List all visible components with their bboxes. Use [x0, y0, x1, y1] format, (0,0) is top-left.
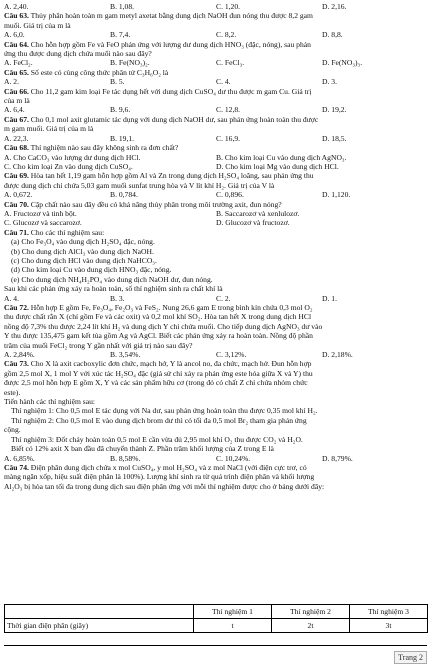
line-text: nồng độ 7,3% thu được 2,24 lít khí H₂ và dung dịch Y chỉ chứa muối. Cho tiếp dung dịch AgNO₃ dư vào — [4, 321, 323, 331]
answer-options — [4, 162, 428, 171]
question-number: Câu 67. — [4, 114, 29, 124]
line-text: Thí nghiệm 1: Cho 0,5 mol E tác dụng với Na dư, sau phản ứng hoàn toàn thu được 0,35 mol khí H₂. — [11, 406, 318, 416]
text-line — [4, 425, 428, 434]
table-header-cell: Thí nghiệm 1 — [194, 605, 272, 619]
answer-option: A. 2,40. — [4, 2, 29, 11]
text-line — [4, 21, 428, 30]
text-line — [4, 96, 428, 105]
text-line — [4, 275, 428, 284]
table-cell: 2t — [272, 619, 350, 633]
answer-option: C. 3,12%. — [216, 350, 247, 360]
table-header-row — [5, 605, 428, 619]
line-text: (b) Cho dung dịch AlCl₃ vào dung dịch NaOH. — [11, 246, 154, 256]
text-line — [4, 181, 428, 190]
question-number: Câu 64. — [4, 39, 29, 49]
text-line — [4, 406, 428, 415]
question-stem — [4, 303, 428, 312]
text-line — [4, 388, 428, 397]
answer-option: D. Cho kim loại Mg vào dung dịch HCl. — [216, 161, 339, 171]
answer-options — [4, 30, 428, 39]
question-stem — [4, 11, 428, 20]
line-text: Al₂O₃ bị hòa tan tối đa trong dung dịch sau điện phân ứng với mỗi thí nghiệm được cho ở bảng dưới đây: — [4, 481, 325, 491]
answer-option: C. FeCl₃. — [216, 58, 245, 68]
answer-option: A. 4. — [4, 293, 19, 303]
table-header-cell: Thí nghiệm 2 — [272, 605, 350, 619]
answer-option: B. 5. — [110, 77, 125, 87]
answer-options — [4, 454, 428, 463]
answer-option: B. 9,6. — [110, 105, 131, 115]
question-number: Câu 69. — [4, 171, 29, 181]
line-text: (d) Cho kim loại Cu vào dung dịch HNO₃ đặc, nóng. — [11, 265, 172, 275]
answer-option: D. 2,18%. — [322, 350, 353, 360]
question-stem — [4, 40, 428, 49]
question-number: Câu 66. — [4, 86, 29, 96]
question-stem — [4, 228, 428, 237]
answer-option: C. 4. — [216, 77, 231, 87]
question-number: Câu 71. — [4, 227, 29, 237]
answer-option: A. Cho CaCO₃ vào lượng dư dung dịch HCl. — [4, 152, 141, 162]
text-line — [4, 49, 428, 58]
answer-option: D. 8,79%. — [322, 453, 353, 463]
question-number: Câu 65. — [4, 67, 29, 77]
page-footer — [0, 641, 437, 670]
text-line — [4, 265, 428, 274]
line-text: thu được chất rắn X (chỉ gồm Fe và các oxit) và 0,2 mol khí SO₂. Hòa tan hết X trong dung dịch HCl — [4, 312, 312, 322]
text-line — [4, 435, 428, 444]
answer-option: B. 3. — [110, 293, 125, 303]
line-text: Điện phân dung dịch chứa x mol CuSO₄, y mol H₂SO₄ và z mol NaCl (với điện cực trơ, có — [28, 462, 307, 472]
line-text: Sau khi các phản ứng xảy ra hoàn toàn, số thí nghiệm sinh ra chất khí là — [4, 284, 223, 294]
answer-option: B. Saccarozơ và xenlulozơ. — [216, 208, 300, 218]
table-cell: t — [194, 619, 272, 633]
electrolysis-table — [4, 604, 428, 633]
question-stem — [4, 200, 428, 209]
text-line — [4, 247, 428, 256]
answer-option: B. 19,1. — [110, 133, 135, 143]
line-text: Biết có 12% axit X ban đầu đã chuyển thành Z. Phần trăm khối lượng của Z trong E là — [11, 444, 274, 454]
text-line — [4, 284, 428, 293]
answer-option: B. 1,08. — [110, 2, 135, 11]
answer-option: A. 0,672. — [4, 190, 33, 200]
line-text: màng ngăn xốp, hiệu suất điện phân là 100%). Lượng khí sinh ra từ quá trình điện phân và khối lượng — [4, 472, 315, 482]
answer-option: B. 8,58%. — [110, 453, 141, 463]
line-text: Y thu được 135,475 gam kết tủa gồm Ag và AgCl. Biết các phản ứng xảy ra hoàn toàn. Nồng độ phần — [4, 331, 313, 341]
text-line — [4, 124, 428, 133]
answer-option: D. 1. — [322, 293, 337, 303]
answer-options — [4, 77, 428, 86]
text-line — [4, 416, 428, 425]
answer-option: A. 2. — [4, 77, 19, 87]
question-number: Câu 70. — [4, 199, 29, 209]
answer-option: A. 6,4. — [4, 105, 25, 115]
line-text: Cho 0,1 mol axit glutamic tác dụng với dung dịch NaOH dư, sau phản ứng hoàn toàn thu được — [28, 114, 319, 124]
answer-options — [4, 153, 428, 162]
answer-options — [4, 58, 428, 67]
text-line — [4, 482, 428, 491]
answer-option: C. 8,2. — [216, 30, 237, 40]
answer-options — [4, 2, 428, 11]
line-text: gồm 2,5 mol X, 1 mol Y với xúc tác H₂SO₄ đặc (giả sử chỉ xảy ra phản ứng este hóa giữa X và Y) thu — [4, 368, 313, 378]
answer-option: D. Fe(NO₃)₃. — [322, 58, 363, 68]
text-line — [4, 369, 428, 378]
answer-options — [4, 350, 428, 359]
line-text: muối. Giá trị của m là — [4, 20, 71, 30]
answer-option: D. 3. — [322, 77, 337, 87]
text-line — [4, 237, 428, 246]
answer-option: C. 0,896. — [216, 190, 244, 200]
answer-option: B. 7,4. — [110, 30, 131, 40]
answer-option: C. Cho kim loại Zn vào dung dịch CuSO₄. — [4, 161, 133, 171]
line-text: m gam muối. Giá trị của m là — [4, 124, 94, 134]
answer-options — [4, 190, 428, 199]
answer-option: B. 3,54%. — [110, 350, 141, 360]
line-text: Số este có cùng công thức phân tử C₃H₆O₂ là — [28, 67, 169, 77]
line-text: trăm của muối FeCl₂ trong Y gần nhất với giá trị nào sau đây? — [4, 340, 193, 350]
line-text: este). — [4, 387, 21, 397]
line-text: được 2,5 mol hỗn hợp E gồm X, Y và các sản phẩm hữu cơ (trong đó có chất Z chỉ chứa nhóm chức — [4, 378, 308, 388]
line-text: Tiến hành các thí nghiệm sau: — [4, 397, 96, 407]
text-line — [4, 322, 428, 331]
line-text: Cặp chất nào sau đây đều có khả năng thủy phân trong môi trường axit, đun nóng? — [28, 199, 282, 209]
line-text: Thí nghiệm 3: Đốt cháy hoàn toàn 0,5 mol E cần vừa đủ 2,95 mol khí O₂ thu được CO₂ và H₂O. — [11, 434, 303, 444]
line-text: Cho X là axit cacboxylic đơn chức, mạch hở, Y là ancol no, đa chức, mạch hở. Đun hỗn hợp — [28, 359, 312, 369]
answer-option: A. 6,0. — [4, 30, 25, 40]
line-text: Hỗn hợp E gồm Fe, Fe₃O₄, Fe₂O₃ và FeS₂. Nung 26,6 gam E trong bình kín chứa 0,3 mol O₂ — [28, 303, 313, 312]
answer-option: C. 12,8. — [216, 105, 241, 115]
answer-options — [4, 134, 428, 143]
text-line — [4, 331, 428, 340]
line-text: Cho hỗn hợp gồm Fe và FeO phản ứng với lượng dư dung dịch HNO₃ (đặc, nóng), sau phản — [28, 39, 311, 49]
answer-option: A. FeCl₂. — [4, 58, 33, 68]
answer-option: C. 1,20. — [216, 2, 241, 11]
table-header-cell — [5, 605, 194, 619]
table-header-cell: Thí nghiệm 3 — [350, 605, 428, 619]
question-stem — [4, 359, 428, 368]
answer-options — [4, 105, 428, 114]
text-line — [4, 397, 428, 406]
answer-option: D. 18,5. — [322, 133, 347, 143]
table-row — [5, 619, 428, 633]
line-text: cộng. — [4, 425, 21, 435]
answer-option: B. Fe(NO₃)₂. — [110, 58, 150, 68]
line-text: (c) Cho dung dịch HCl vào dung dịch NaHCO₃. — [11, 255, 157, 265]
answer-options — [4, 294, 428, 303]
answer-option: A. 22,3. — [4, 133, 29, 143]
page-number: Trang 2 — [394, 651, 427, 664]
answer-options — [4, 209, 428, 218]
text-line — [4, 444, 428, 453]
text-line — [4, 256, 428, 265]
answer-option: D. 1,120. — [322, 190, 351, 200]
answer-option: A. 6,85%. — [4, 453, 35, 463]
line-text: (e) Cho dung dịch NH₄H₂PO₄ vào dung dịch NaOH dư, đun nóng. — [11, 274, 213, 284]
answer-options — [4, 218, 428, 227]
question-stem — [4, 143, 428, 152]
text-line — [4, 312, 428, 321]
text-line — [4, 472, 428, 481]
question-number: Câu 72. — [4, 303, 29, 312]
line-text: Hòa tan hết 1,19 gam hỗn hợp gồm Al và Zn trong dung dịch H₂SO₄ loãng, sau phản ứng thu — [28, 171, 314, 181]
line-text: (a) Cho Fe₃O₄ vào dung dịch H₂SO₄ đặc, nóng. — [11, 237, 155, 247]
answer-option: B. 0,784. — [110, 190, 138, 200]
answer-option: C. 10,24%. — [216, 453, 251, 463]
text-line — [4, 341, 428, 350]
question-stem — [4, 68, 428, 77]
footer-divider — [4, 645, 427, 646]
answer-option: A. Fructozơ và tinh bột. — [4, 208, 77, 218]
answer-option: D. 2,16. — [322, 2, 347, 11]
question-stem — [4, 87, 428, 96]
question-number: Câu 63. — [4, 11, 29, 21]
question-stem — [4, 463, 428, 472]
question-number: Câu 68. — [4, 143, 29, 153]
line-text: Thủy phân hoàn toàn m gam metyl axetat bằng dung dịch NaOH đun nóng thu được 8,2 gam — [28, 11, 313, 21]
line-text: của m là — [4, 96, 30, 106]
answer-option: C. Glucozơ và saccarozơ. — [4, 218, 82, 228]
line-text: được dung dịch chỉ chứa 5,03 gam muối sunfat trung hòa và V lít khí H₂. Giá trị của V là — [4, 180, 275, 190]
answer-option: A. 2,84%. — [4, 350, 35, 360]
line-text: Cho 11,2 gam kim loại Fe tác dụng hết với dung dịch CuSO₄ dư thu được m gam Cu. Giá trị — [28, 86, 312, 96]
answer-option: D. Glucozơ và fructozơ. — [216, 218, 290, 228]
answer-option: D. 19,2. — [322, 105, 347, 115]
question-stem — [4, 171, 428, 180]
question-number: Câu 73. — [4, 359, 29, 369]
answer-option: C. 2. — [216, 293, 231, 303]
line-text: Thí nghiệm nào sau đây không sinh ra đơn chất? — [28, 143, 179, 153]
answer-option: C. 16,9. — [216, 133, 241, 143]
table-cell: 3t — [350, 619, 428, 633]
question-number: Câu 74. — [4, 462, 29, 472]
table-cell: Thời gian điện phân (giây) — [5, 619, 194, 633]
answer-option: B. Cho kim loại Cu vào dung dịch AgNO₃. — [216, 152, 347, 162]
text-line — [4, 378, 428, 387]
line-text: ứng thu được dung dịch chứa muối nào sau đây? — [4, 49, 152, 59]
answer-option: D. 8,8. — [322, 30, 343, 40]
line-text: Cho các thí nghiệm sau: — [28, 227, 105, 237]
line-text: Thí nghiệm 2: Cho 0,5 mol E vào dung dịch brom dư thì có tối đa 0,5 mol Br₂ tham gia phản ứng — [11, 415, 307, 425]
question-stem — [4, 115, 428, 124]
question-content — [4, 2, 428, 491]
